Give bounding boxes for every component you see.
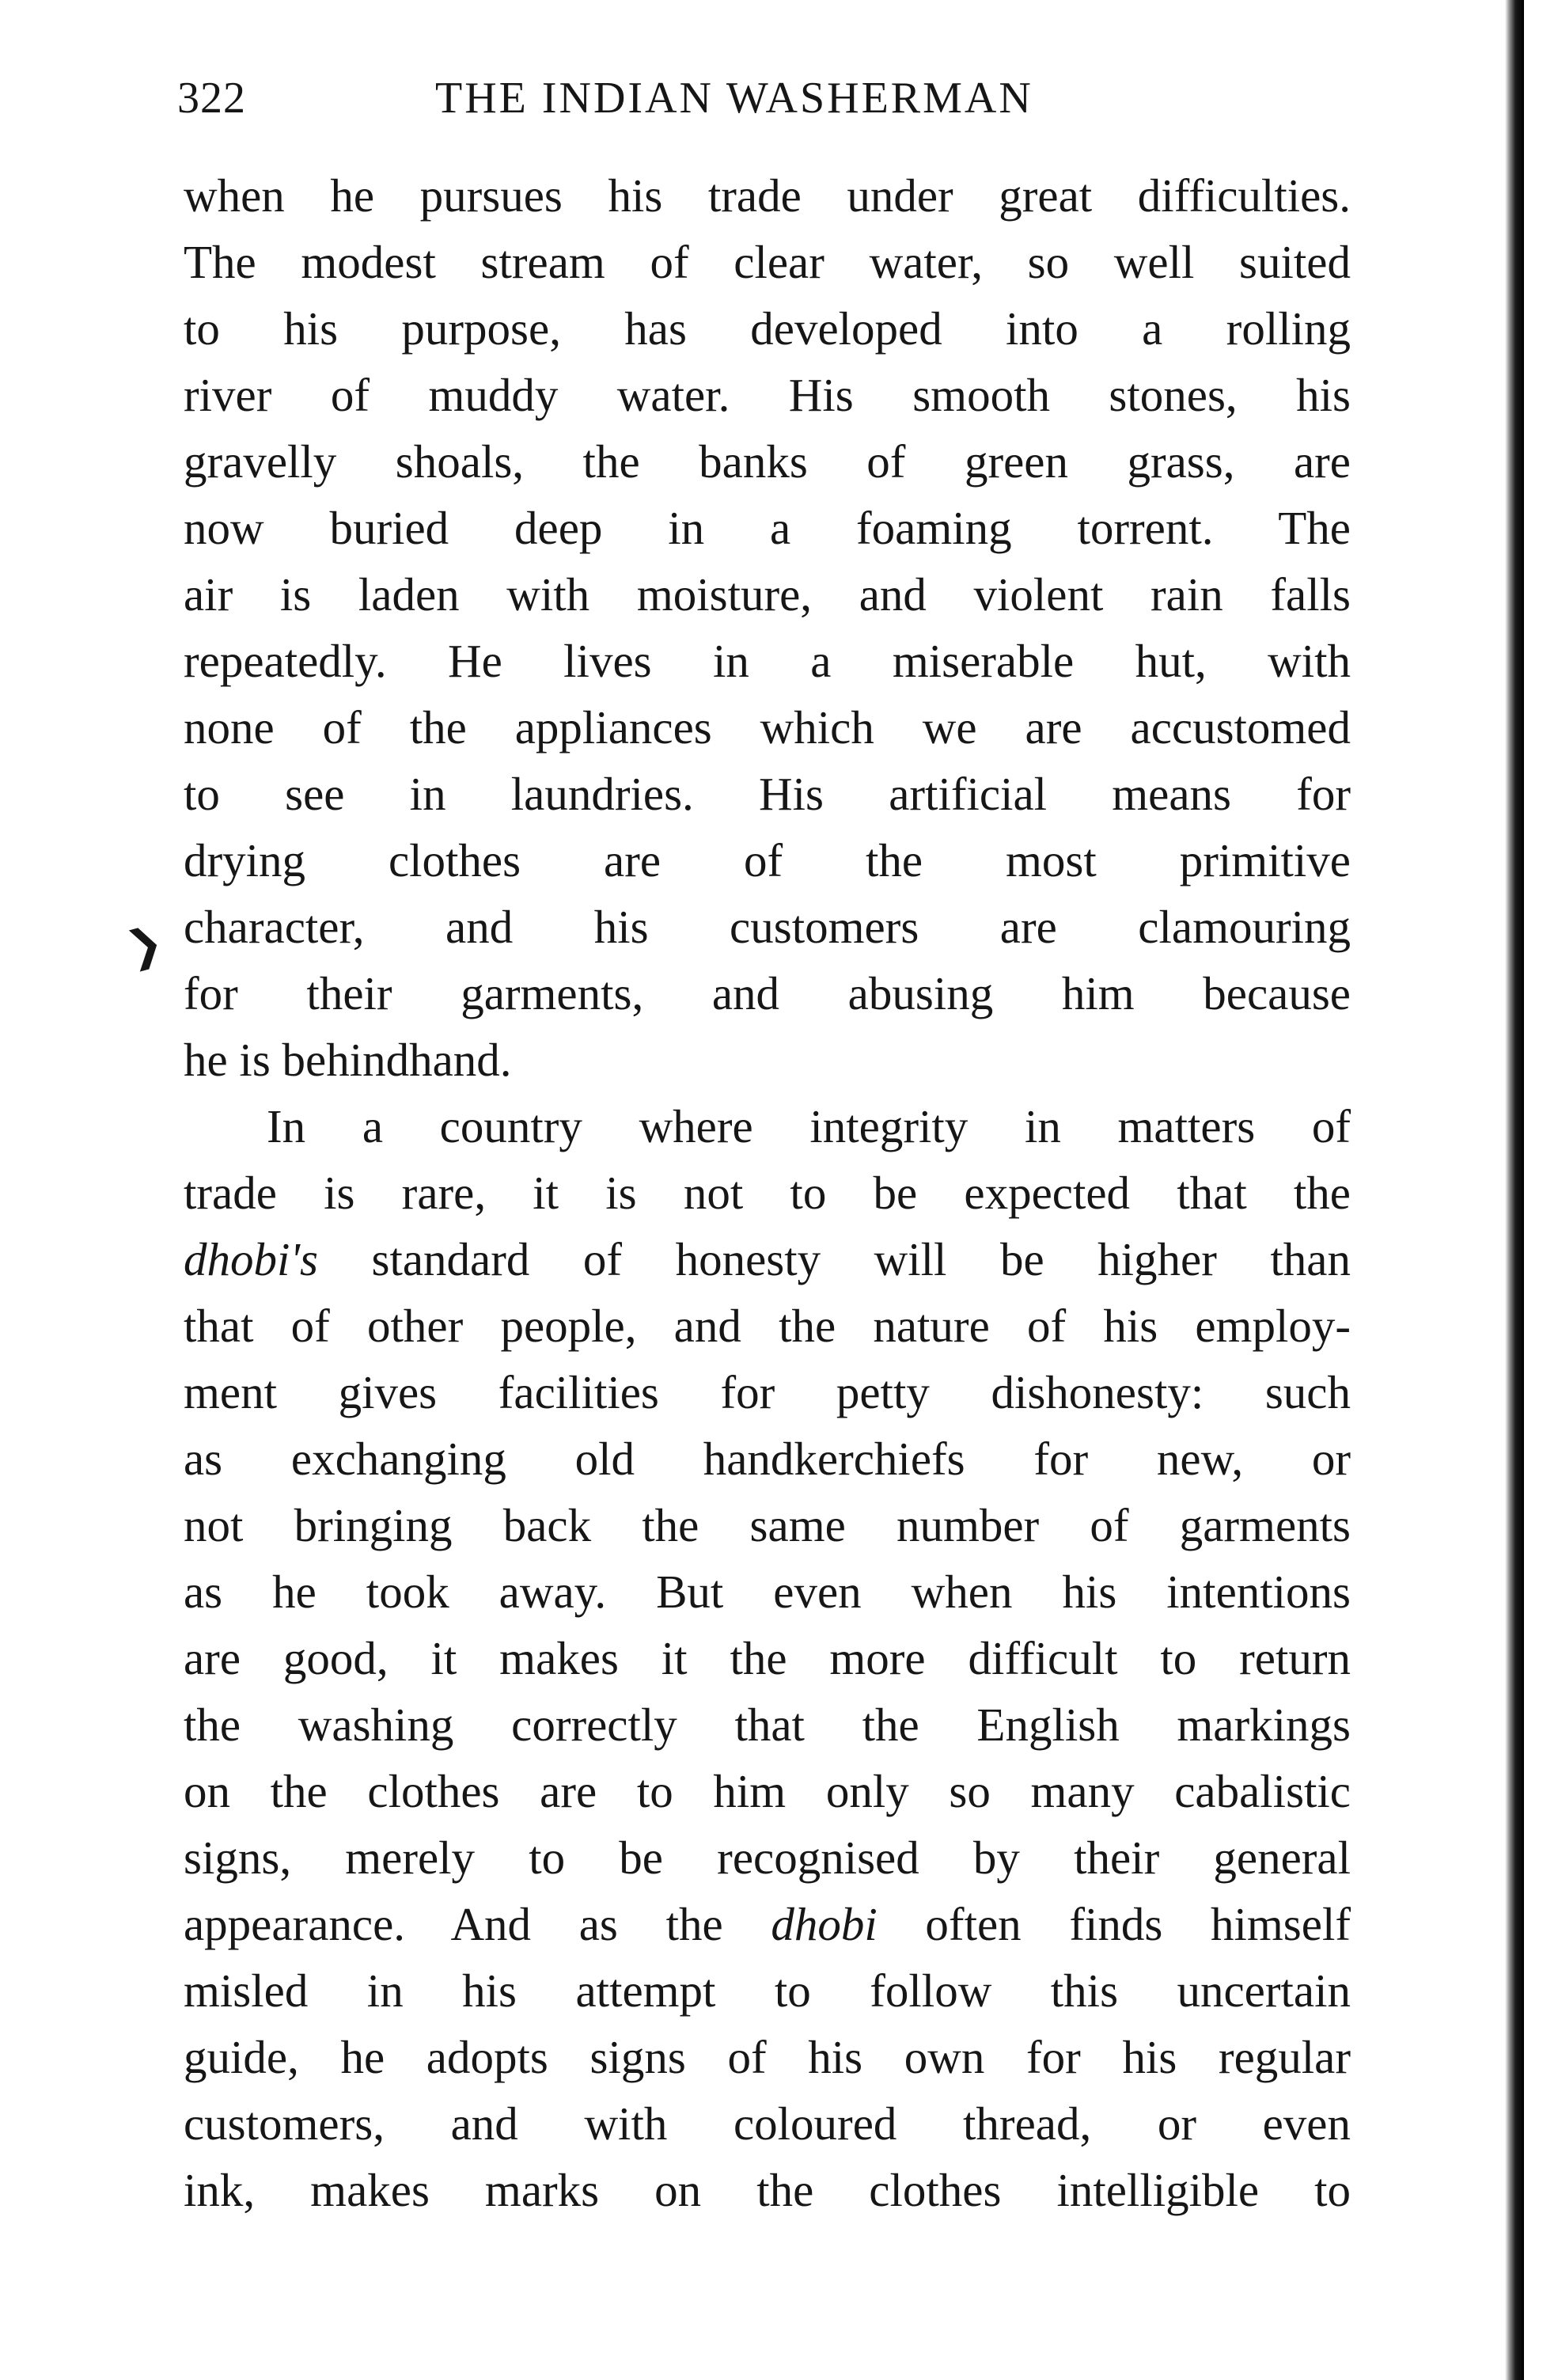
- text-line: misled in his attempt to follow this uncertain: [184, 1964, 1351, 2017]
- text-line: ment gives facilities for petty dishonesty: such: [184, 1366, 1351, 1418]
- text-line: customers, and with coloured thread, or even: [184, 2097, 1351, 2150]
- marginal-mark-icon: ❯: [121, 917, 169, 973]
- text-line: are good, it makes it the more difficult to return: [184, 1632, 1351, 1684]
- running-title: THE INDIAN WASHERMAN: [435, 74, 1033, 123]
- text-line: gravelly shoals, the banks of green grass, are: [184, 435, 1351, 488]
- book-spine-shadow: [1505, 0, 1524, 2380]
- text-line: ink, makes marks on the clothes intelligible to: [184, 2164, 1351, 2216]
- text-line: that of other people, and the nature of his employ-: [184, 1300, 1351, 1352]
- page-edge: [1524, 0, 1558, 2380]
- text-line: when he pursues his trade under great difficulties.: [184, 169, 1351, 222]
- text-line: now buried deep in a foaming torrent. The: [184, 502, 1351, 554]
- text-line: the washing correctly that the English markings: [184, 1699, 1351, 1751]
- page-number: 322: [177, 74, 246, 123]
- text-line: air is laden with moisture, and violent rain falls: [184, 568, 1351, 621]
- text-line: The modest stream of clear water, so well suited: [184, 236, 1351, 288]
- text-line: as he took away. But even when his intentions: [184, 1566, 1351, 1618]
- page-header: [177, 73, 1348, 128]
- text-line: repeatedly. He lives in a miserable hut, with: [184, 635, 1351, 687]
- text-line: drying clothes are of the most primitive: [184, 834, 1351, 886]
- text-line: trade is rare, it is not to be expected that the: [184, 1167, 1351, 1219]
- text-line: none of the appliances which we are accustomed: [184, 701, 1351, 753]
- italic-term: dhobi's: [184, 1233, 318, 1285]
- paragraph-end-line: he is behindhand.: [184, 1034, 512, 1086]
- text-line: to his purpose, has developed into a rolling: [184, 302, 1351, 355]
- text-line: character, and his customers are clamouring: [184, 901, 1351, 953]
- text-line: signs, merely to be recognised by their general: [184, 1831, 1351, 1884]
- text-line: to see in laundries. His artificial means for: [184, 768, 1351, 820]
- text-line: river of muddy water. His smooth stones, his: [184, 369, 1351, 421]
- text-line: dhobi's standard of honesty will be higher than: [184, 1233, 1351, 1285]
- text-line: appearance. And as the dhobi often finds himself: [184, 1898, 1351, 1950]
- paragraph-start-line: In a country where integrity in matters of: [267, 1100, 1351, 1152]
- italic-term: dhobi: [771, 1898, 878, 1950]
- text-line: on the clothes are to him only so many cabalistic: [184, 1765, 1351, 1817]
- text-line: for their garments, and abusing him because: [184, 967, 1351, 1019]
- text-line: not bringing back the same number of garments: [184, 1499, 1351, 1551]
- body-text: [184, 162, 1351, 2223]
- text-line: guide, he adopts signs of his own for his regular: [184, 2031, 1351, 2083]
- text-line: as exchanging old handkerchiefs for new, or: [184, 1433, 1351, 1485]
